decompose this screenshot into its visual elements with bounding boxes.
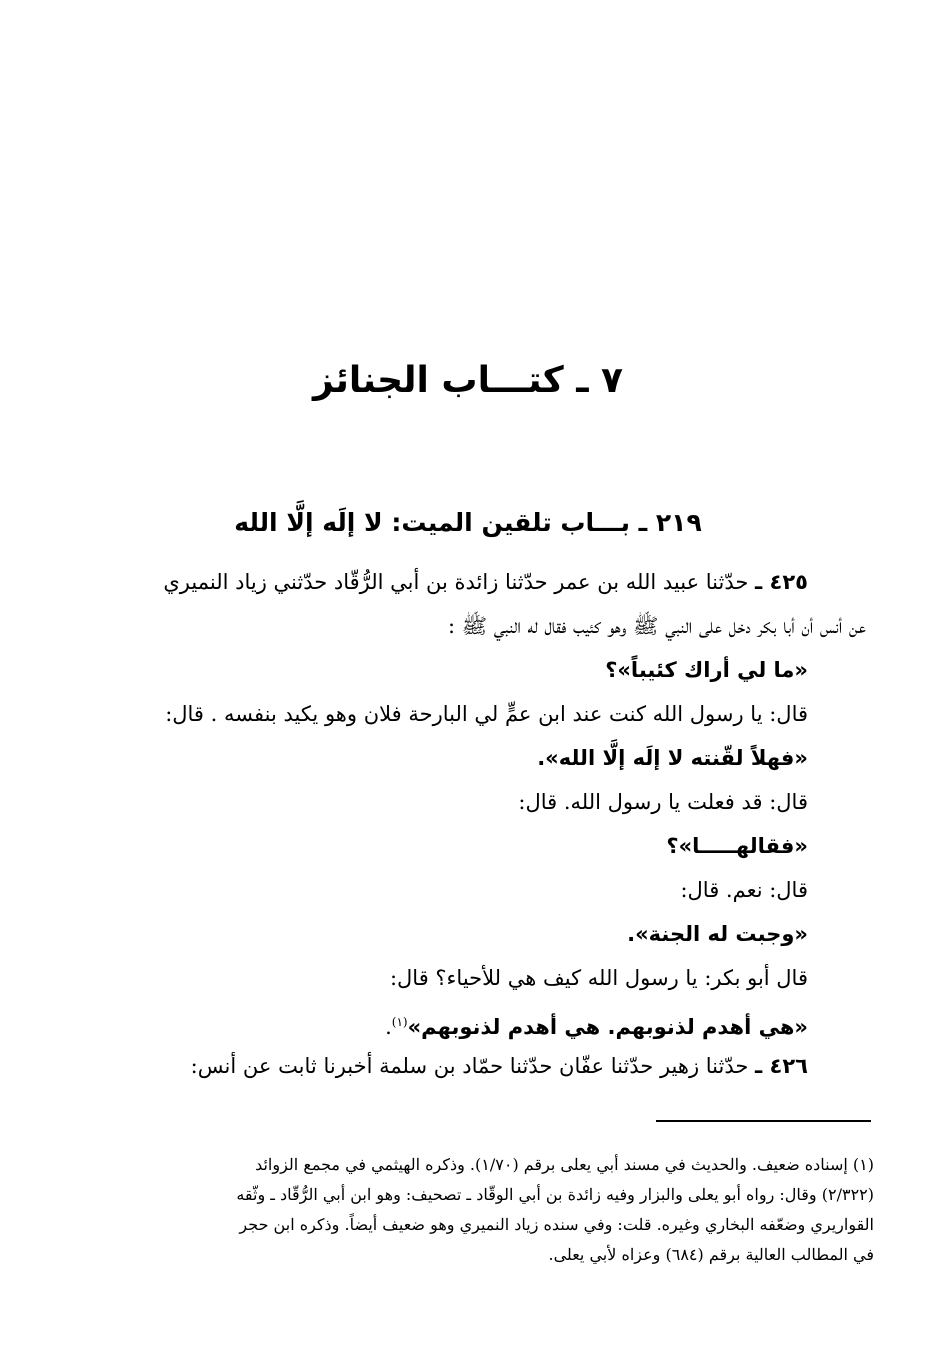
footnote-divider <box>656 1120 871 1122</box>
hadith-425-line-10: قال أبو بكر: يا رسول الله كيف هي للأحياء؟ قال: <box>389 966 808 990</box>
hadith-425-line-6: قال: قد فعلت يا رسول الله. قال: <box>518 790 808 814</box>
footnote-line: (١) إسناده ضعيف. والحديث في مسند أبي يعلى برقم (١/٧٠). وذكره الهيثمي في مجمع الزوائد <box>255 1155 874 1174</box>
hadith-text: عن أنس أن أبا بكر دخل على النبي ﷺ وهو كئيب فقال له النبي ﷺ : <box>447 614 866 638</box>
hadith-425-line-2 <box>448 604 866 648</box>
hadith-number: ٤٢٦ ـ <box>755 1054 808 1078</box>
prophet-speech-with-footnote: «هي أهدم لذنوبهم. هي أهدم لذنوبهم»$^{(١)}$. <box>385 1015 808 1039</box>
hadith-425-line-4: قال: يا رسول الله كنت عند ابن عمٍّ لي البارحة فلان وهو يكيد بنفسه . قال: <box>165 702 808 726</box>
prophet-speech: «وجبت له الجنة». <box>627 922 808 946</box>
footnote-line: في المطالب العالية برقم (٦٨٤) وعزاه لأبي يعلى. <box>548 1245 874 1264</box>
hadith-text: حدّثنا زهير حدّثنا عفّان حدّثنا حمّاد بن سلمة أخبرنا ثابت عن أنس: <box>190 1054 749 1078</box>
hadith-number: ٤٢٥ ـ <box>755 570 808 594</box>
prophet-speech: «ما لي أراك كئيباً»؟ <box>605 658 808 682</box>
hadith-425-line-8: قال: نعم. قال: <box>680 878 808 902</box>
hadith-body <box>60 560 866 1100</box>
footnote-line: (٢/٣٢٢) وقال: رواه أبو يعلى والبزار وفيه زائدة بن أبي الوقّاد ـ تصحيف: وهو ابن أبي الرُّقّاد ـ وثّقه <box>236 1185 874 1204</box>
prophet-speech: «فهلاً لقّنته لا إلَه إلَّا الله». <box>537 746 808 770</box>
footnote-ref[interactable]: (١) <box>391 1015 408 1029</box>
footnote-line: القواريري وضعّفه البخاري وغيره. قلت: وفي سنده زياد النميري وهو ضعيف أيضاً. وذكره ابن حجر <box>239 1215 874 1234</box>
hadith-425-line-1 <box>163 560 808 604</box>
chapter-title: ٧ ـ كتـــاب الجنائز <box>312 360 624 401</box>
hadith-text: حدّثنا عبيد الله بن عمر حدّثنا زائدة بن أبي الرُّقّاد حدّثني زياد النميري <box>163 570 749 594</box>
section-heading: ٢١٩ ـ بـــاب تلقين الميت: لا إلَه إلَّا الله <box>234 508 702 537</box>
footnotes <box>128 1150 874 1270</box>
prophet-speech: «فقالهـــــا»؟ <box>666 834 808 858</box>
hadith-426-line-1 <box>191 1044 808 1088</box>
